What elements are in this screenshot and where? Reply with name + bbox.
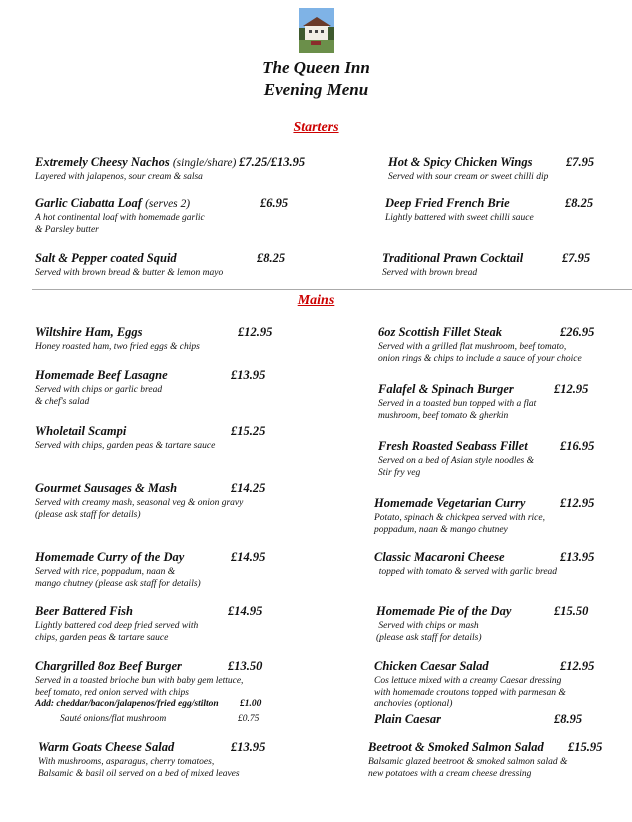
item-price: £6.95 xyxy=(260,196,289,210)
item-name: Wiltshire Ham, Eggs xyxy=(35,325,143,339)
item-price: £14.95 xyxy=(231,550,266,564)
item-name: Homemade Curry of the Day xyxy=(35,550,185,564)
item-description: anchovies (optional) xyxy=(374,699,453,709)
item-price: £12.95 xyxy=(560,659,595,673)
item-description: Balsamic & basil oil served on a bed of mixed leaves xyxy=(38,768,240,779)
item-name: Garlic Ciabatta Loaf xyxy=(35,196,146,210)
item-price: £12.95 xyxy=(560,496,595,510)
item-name: Homemade Vegetarian Curry xyxy=(374,496,526,510)
item-name: Classic Macaroni Cheese xyxy=(374,550,505,564)
menu-item xyxy=(35,550,266,590)
item-name: Chicken Caesar Salad xyxy=(374,659,489,673)
item-name: Traditional Prawn Cocktail xyxy=(382,251,524,265)
item-description: Served with chips or mash xyxy=(376,621,479,631)
menu-item xyxy=(35,424,266,453)
item-name: Extremely Cheesy Nachos xyxy=(35,155,173,169)
item-price: £12.95 xyxy=(554,382,589,396)
item-description: Cos lettuce mixed with a creamy Caesar dressing xyxy=(374,676,562,686)
item-description: (please ask staff for details) xyxy=(376,632,482,643)
burger-addons: Add: cheddar/bacon/jalapenos/fried egg/stilton xyxy=(35,699,219,709)
item-name: Warm Goats Cheese Salad xyxy=(38,740,175,754)
menu-item xyxy=(378,439,595,479)
item-name: Homemade Beef Lasagne xyxy=(35,368,168,382)
menu-item xyxy=(374,550,595,579)
item-price: £7.95 xyxy=(566,155,595,169)
item-description: Lightly battered cod deep fried served with xyxy=(35,621,199,631)
item-description: Potato, spinach & chickpea served with rice, xyxy=(374,513,545,523)
item-description: poppadum, naan & mango chutney xyxy=(374,524,508,535)
item-price: £7.95 xyxy=(562,251,591,265)
item-name: Falafel & Spinach Burger xyxy=(378,382,514,396)
item-price: £8.95 xyxy=(554,712,583,726)
item-price: £12.95 xyxy=(238,325,273,339)
item-description: A hot continental loaf with homemade garlic xyxy=(35,213,205,223)
menu-item xyxy=(376,604,589,644)
item-description: Served in a toasted bun topped with a flat xyxy=(378,399,537,409)
burger-sides-price: £0.75 xyxy=(238,714,260,724)
menu-item xyxy=(374,712,583,727)
item-description: Balsamic glazed beetroot & smoked salmon salad & xyxy=(368,757,568,767)
item-description: & Parsley butter xyxy=(35,224,99,235)
item-price: £13.50 xyxy=(228,659,263,673)
item-name: Fresh Roasted Seabass Fillet xyxy=(378,439,528,453)
item-description: Served in a toasted brioche bun with baby gem lettuce, xyxy=(35,676,244,686)
item-price: £14.25 xyxy=(231,481,266,495)
item-description: Layered with jalapenos, sour cream & salsa xyxy=(35,172,203,182)
item-description: new potatoes with a cream cheese dressing xyxy=(368,768,532,779)
menu-item xyxy=(388,155,595,184)
menu-item xyxy=(35,251,286,280)
item-description: mushroom, beef tomato & gherkin xyxy=(378,410,509,421)
item-description: Served with chips, garden peas & tartare sauce xyxy=(35,441,216,451)
item-description: onion rings & chips to include a sauce of your choice xyxy=(378,353,582,364)
menu-item xyxy=(378,382,589,422)
item-name: Deep Fried French Brie xyxy=(385,196,510,210)
item-name: Wholetail Scampi xyxy=(35,424,127,438)
menu-item xyxy=(35,325,273,354)
item-description: & chef's salad xyxy=(35,396,90,407)
item-description: Lightly battered with sweet chilli sauce xyxy=(385,213,534,223)
menu-item xyxy=(35,155,305,184)
item-description: with homemade croutons topped with parmesan & xyxy=(374,687,566,698)
item-note: (single/share) xyxy=(172,157,240,169)
item-name: Homemade Pie of the Day xyxy=(376,604,512,618)
item-description: Served with brown bread xyxy=(382,268,478,278)
item-description: With mushrooms, asparagus, cherry tomatoes, xyxy=(38,757,215,767)
menu-item xyxy=(385,196,594,225)
item-name: Plain Caesar xyxy=(374,712,442,726)
item-name: Chargrilled 8oz Beef Burger xyxy=(35,659,182,673)
item-price: £15.50 xyxy=(554,604,589,618)
menu-item xyxy=(382,251,591,280)
item-price: £8.25 xyxy=(257,251,286,265)
item-name: Beetroot & Smoked Salmon Salad xyxy=(368,740,544,754)
item-price: £26.95 xyxy=(560,325,595,339)
item-description: Served with a grilled flat mushroom, beef tomato, xyxy=(378,342,567,352)
item-description: Served with brown bread & butter & lemon mayo xyxy=(35,268,224,278)
item-description: Served with sour cream or sweet chilli dip xyxy=(388,172,549,182)
item-description: chips, garden peas & tartare sauce xyxy=(35,632,169,643)
item-name: Salt & Pepper coated Squid xyxy=(35,251,177,265)
menu-item xyxy=(38,740,266,780)
item-description: (please ask staff for details) xyxy=(35,509,141,520)
menu-item xyxy=(374,659,595,711)
item-price: £8.25 xyxy=(565,196,594,210)
item-name: Hot & Spicy Chicken Wings xyxy=(388,155,533,169)
menu-item xyxy=(35,659,263,699)
item-price: £15.25 xyxy=(231,424,266,438)
menu-item xyxy=(374,496,595,536)
item-price: £13.95 xyxy=(231,740,266,754)
menu-item xyxy=(35,481,266,521)
item-price: £13.95 xyxy=(231,368,266,382)
menu-item xyxy=(35,196,289,236)
item-description: mango chutney (please ask staff for details) xyxy=(35,578,201,589)
page-subtitle: Evening Menu xyxy=(263,80,369,99)
burger-sides: Sauté onions/flat mushroom xyxy=(60,714,167,724)
item-description: Stir fry veg xyxy=(378,467,421,478)
page-title: The Queen Inn xyxy=(262,58,370,77)
item-name: 6oz Scottish Fillet Steak xyxy=(378,325,502,339)
item-price: £13.95 xyxy=(560,550,595,564)
item-note: (serves 2) xyxy=(145,198,191,210)
item-description: topped with tomato & served with garlic bread xyxy=(374,567,558,577)
item-price: £7.25/£13.95 xyxy=(239,155,306,169)
item-name: Gourmet Sausages & Mash xyxy=(35,481,178,495)
mains-heading: Mains xyxy=(297,293,335,308)
item-description: Honey roasted ham, two fried eggs & chips xyxy=(35,342,200,352)
starters-heading: Starters xyxy=(293,120,339,135)
item-price: £16.95 xyxy=(560,439,595,453)
menu-item xyxy=(35,604,263,644)
section-divider xyxy=(32,289,632,290)
item-price: £15.95 xyxy=(568,740,603,754)
menu-item xyxy=(368,740,603,780)
item-description: Served with creamy mash, seasonal veg & onion gravy xyxy=(35,498,244,508)
item-price: £14.95 xyxy=(228,604,263,618)
menu-item xyxy=(378,325,595,365)
item-description: Served on a bed of Asian style noodles & xyxy=(378,456,535,466)
item-description: Served with chips or garlic bread xyxy=(35,385,163,395)
burger-addons-price: £1.00 xyxy=(240,699,262,709)
item-description: beef tomato, red onion served with chips xyxy=(35,687,189,698)
menu-item xyxy=(35,368,266,408)
inn-photo xyxy=(299,8,334,53)
item-name: Beer Battered Fish xyxy=(35,604,133,618)
item-description: Served with rice, poppadum, naan & xyxy=(35,567,176,577)
